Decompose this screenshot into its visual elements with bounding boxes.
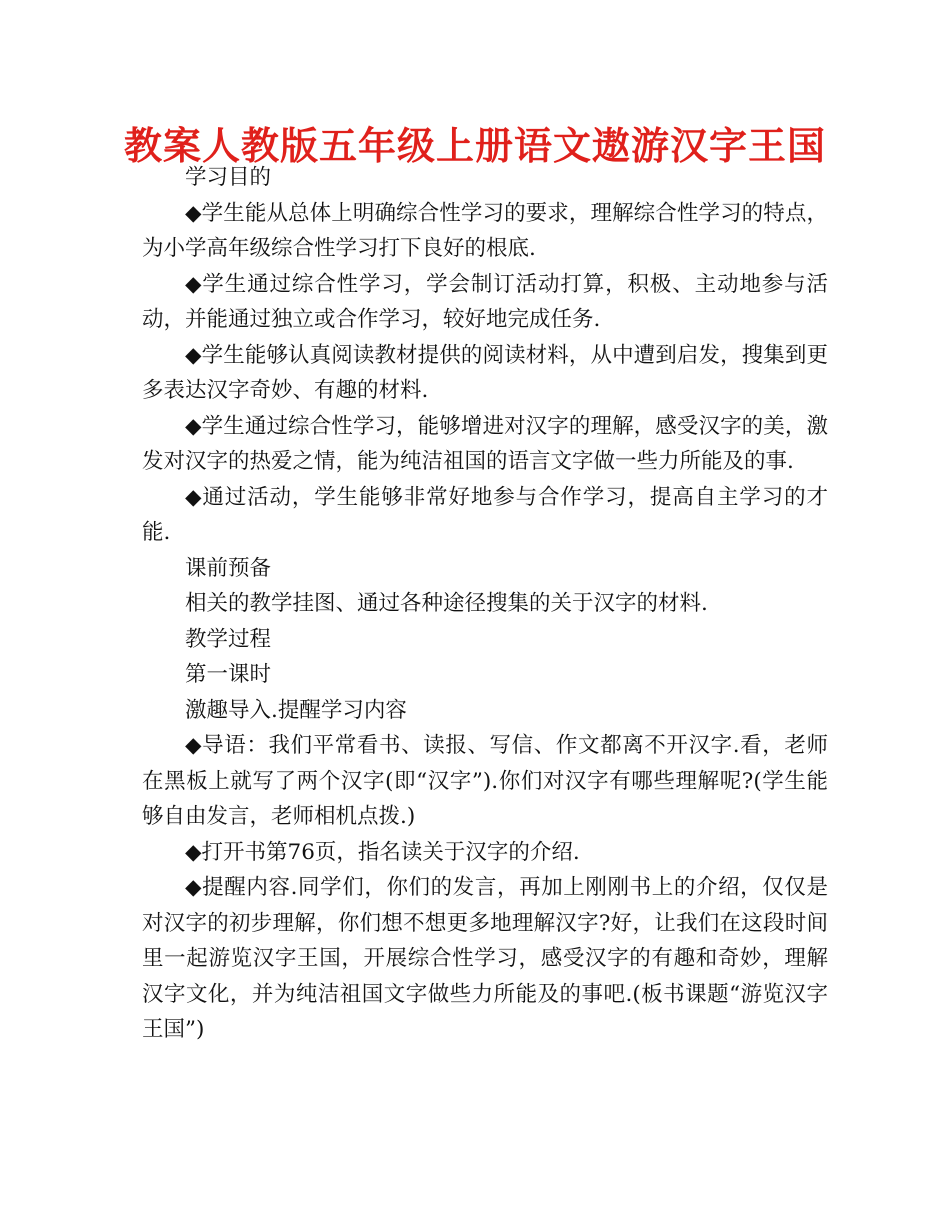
objective-item: ◆学生能从总体上明确综合性学习的要求，理解综合性学习的特点，为小学高年级综合性学习打下良好的根底. bbox=[142, 200, 828, 261]
document-title: 教案人教版五年级上册语文遨游汉字王国 bbox=[123, 124, 826, 168]
objective-item: ◆学生通过综合性学习，学会制订活动打算，积极、主动地参与活动，并能通过独立或合作学习，较好地完成任务. bbox=[142, 271, 828, 332]
section-heading-preparation: 课前预备 bbox=[185, 555, 272, 581]
document-body bbox=[142, 160, 828, 1048]
objective-item: ◆学生能够认真阅读教材提供的阅读材料，从中遭到启发，搜集到更多表达汉字奇妙、有趣的材料. bbox=[142, 342, 828, 403]
process-item: ◆打开书第76页，指名读关于汉字的介绍. bbox=[185, 839, 580, 865]
process-item: ◆提醒内容.同学们，你们的发言，再加上刚刚书上的介绍，仅仅是对汉字的初步理解，你们想不想更多地理解汉字?好，让我们在这段时间里一起游览汉字王国，开展综合性学习，感受汉字的有趣和奇妙，理解汉字文化，并为纯洁祖国文字做些力所能及的事吧.(板书课题“游览汉字王国”) bbox=[142, 875, 828, 1042]
preparation-text: 相关的教学挂图、通过各种途径搜集的关于汉字的材料. bbox=[185, 591, 708, 616]
section-heading-objectives: 学习目的 bbox=[185, 165, 272, 190]
objective-item: ◆通过活动，学生能够非常好地参与合作学习，提高自主学习的才能. bbox=[142, 484, 828, 545]
objective-item: ◆学生通过综合性学习，能够增进对汉字的理解，感受汉字的美，激发对汉字的热爱之情，能为纯洁祖国的语言文字做一些力所能及的事. bbox=[142, 413, 828, 474]
subsection-heading: 激趣导入.提醒学习内容 bbox=[185, 697, 407, 723]
process-item: ◆导语：我们平常看书、读报、写信、作文都离不开汉字.看，老师在黑板上就写了两个汉字(即“汉字”).你们对汉字有哪些理解呢?(学生能够自由发言，老师相机点拨.) bbox=[142, 733, 828, 829]
lesson-heading: 第一课时 bbox=[185, 662, 272, 687]
section-heading-process: 教学过程 bbox=[185, 626, 272, 652]
